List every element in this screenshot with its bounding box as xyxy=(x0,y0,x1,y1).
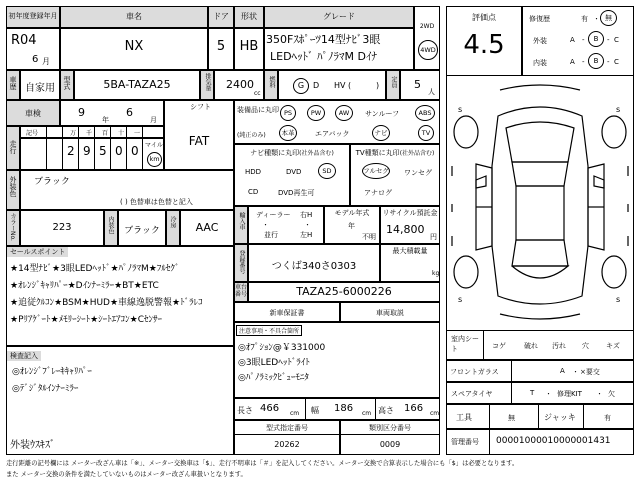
grade-line-2: LEDﾍｯﾄﾞ ﾊﾟﾉﾗﾏM Dｲﾅ xyxy=(270,50,378,63)
body-label: 形状 xyxy=(241,12,257,21)
fuel-paren-open: ( xyxy=(348,81,352,90)
mileage-head-note: 記号 xyxy=(26,130,39,137)
grade-sep: - xyxy=(607,58,610,66)
dim-height: 166 xyxy=(404,403,424,414)
mileage-divider xyxy=(110,126,111,170)
sales-point-line: ★14型ﾅﾋﾞ★3眼LEDﾍｯﾄﾞ★ﾊﾟﾉﾗﾏM★ﾌﾙｾｸﾞ xyxy=(10,264,180,274)
mileage-digit: 0 xyxy=(115,144,123,158)
inspector-note-line: ◎ﾃﾞｼﾞﾀﾙｲﾝﾅｰﾐﾗｰ xyxy=(12,384,79,394)
sales-point-line: ★ｵﾚﾝｼﾞｷｬﾘﾊﾟｰ★Dｲﾝﾅｰﾐﾗｰ★BT★ETC xyxy=(10,281,159,291)
repair-no: 無 xyxy=(605,13,612,22)
name-label: 車名 xyxy=(126,12,142,21)
type-designation-value: 20262 xyxy=(274,440,300,449)
mileage-divider xyxy=(46,126,47,170)
footer-note-2: また メーター交換の条件を満たしていないものはメーター改ざん車扱いとなります。 xyxy=(6,471,247,478)
exterior-label: 外装色 xyxy=(9,176,17,197)
usage-label: 車歴 xyxy=(9,76,17,90)
recycle-label: リサイクル預託金 xyxy=(382,209,438,217)
door-label: ドア xyxy=(213,12,229,21)
inspection-year: 9 xyxy=(78,106,85,119)
color-code: 223 xyxy=(52,222,72,233)
ac: AAC xyxy=(195,221,219,234)
interior-grade-b-circle xyxy=(588,53,604,69)
class-label: 類別区分番号 xyxy=(369,424,411,432)
diagram-mark: s xyxy=(616,295,621,304)
exterior-grade-b-circle xyxy=(588,31,604,47)
import-label: 輸入車 xyxy=(238,212,245,230)
registration-number: つくば340さ0303 xyxy=(271,261,357,272)
interior: ブラック xyxy=(124,226,160,236)
repair-label: 修復歴 xyxy=(529,15,550,23)
navi-item: CD xyxy=(248,188,259,196)
equipment-item: ABS xyxy=(415,105,435,121)
tv-title-text: TV種類に丸印 xyxy=(355,149,400,157)
mileage-digit: 9 xyxy=(83,144,91,158)
grade-b: B xyxy=(593,34,599,43)
mileage-divider xyxy=(142,126,143,170)
mileage-head-1000: 千 xyxy=(86,130,93,137)
diagram-mark: s xyxy=(458,295,463,304)
drive-2wd: 2WD xyxy=(419,23,435,30)
doors: 5 xyxy=(216,39,226,54)
seats: 5 xyxy=(414,78,421,91)
dim-width: 186 xyxy=(334,403,354,414)
import-parallel: 並行 xyxy=(264,231,278,239)
grade-c: C xyxy=(614,58,619,66)
interior-sheet-label: 室内シート xyxy=(451,335,479,353)
ac-label: 冷房 xyxy=(169,216,176,228)
dim-unit: cm xyxy=(290,410,300,417)
equipment-item: 本革 xyxy=(279,125,297,141)
fuel-g-circle xyxy=(293,78,309,94)
equipment-item: TV xyxy=(418,125,434,141)
shift-label: シフト xyxy=(190,103,211,111)
spare-tire-sep: ・ xyxy=(545,390,552,398)
recycle-amount: 14,800 xyxy=(386,223,425,236)
warranty-new-car: 新車保証書 xyxy=(269,309,305,317)
jack-label: ジャッキ xyxy=(544,413,576,422)
tv-item: ワンセグ xyxy=(404,169,432,177)
model-year-unknown: 不明 xyxy=(362,233,376,241)
repair-yes: 有 xyxy=(581,15,588,23)
equipment-item: サンルーフ xyxy=(365,110,400,118)
inspection-month-unit: 月 xyxy=(150,116,157,124)
dim-height-label: 高さ xyxy=(378,406,394,415)
model-label: 型式 xyxy=(63,76,71,90)
dim-width-label: 幅 xyxy=(311,406,319,415)
grade-label: グレード xyxy=(323,12,355,21)
tools-value: 無 xyxy=(508,414,515,422)
drive-4wd: 4WD xyxy=(420,45,436,54)
dim-length-label: 長さ xyxy=(237,406,253,415)
usage: 自家用 xyxy=(25,83,55,94)
chassis-number: TAZA25-6000226 xyxy=(296,285,392,298)
interior-label: 内装色 xyxy=(107,216,114,234)
shift-value: FAT xyxy=(188,134,210,148)
grade-line-1: 350Fｽﾎﾟｰﾂ14型ﾅﾋﾞ3眼 xyxy=(266,33,381,46)
caution-line: ◎ﾊﾟﾉﾗﾐｯｸﾋﾞｭｰﾓﾆﾀ xyxy=(238,373,309,383)
navi-title-text: ナビ種類に丸印 xyxy=(250,149,300,157)
inspection-label: 車検 xyxy=(25,109,41,118)
import-handle-r: 右H xyxy=(300,211,313,219)
car-damage-diagram xyxy=(446,76,634,328)
sales-points-label: セールスポイント xyxy=(7,247,68,257)
repair-no-circle xyxy=(600,10,617,26)
tv-title xyxy=(350,148,440,158)
navi-title-note: (社外品含む) xyxy=(299,150,334,157)
mileage-divider xyxy=(94,126,95,170)
grade-sep: - xyxy=(582,58,585,66)
tv-item: アナログ xyxy=(364,189,392,197)
spare-tire-sep: ・ xyxy=(596,390,603,398)
disp-label: 排気量 xyxy=(204,73,211,91)
interior-sheet-item: 汚れ xyxy=(552,342,566,350)
mileage-head-100: 百 xyxy=(102,130,109,137)
repair-sep: ・ xyxy=(593,15,600,23)
sales-point-line: ★追従ｸﾙｺﾝ★BSM★HUD★車線逸脱警報★ﾄﾞﾗﾚｺ xyxy=(10,298,203,308)
mileage-head-10: 十 xyxy=(118,130,125,137)
sales-point-line: ★Pﾘｱｹﾞｰﾄ★ﾒﾓﾘｰｼｰﾄ★ｼｰﾄｴｱｺﾝ★Cｾﾝｻｰ xyxy=(10,315,162,325)
spare-tire-label: スペアタイヤ xyxy=(451,390,493,398)
color-code-label: カラーNo. xyxy=(9,213,16,241)
windshield-item: ×要交 xyxy=(580,368,600,376)
interior-sheet-item: 破れ xyxy=(524,342,538,350)
dim-length: 466 xyxy=(260,403,280,414)
registration-label: 登録番号 xyxy=(238,250,245,274)
mileage-divider xyxy=(62,126,63,170)
equipment-sublabel: (純正のみ) xyxy=(237,132,266,139)
drive-4wd-circle xyxy=(418,40,438,60)
footer-note-1: 走行距離の記号欄には メーター改ざん車は「※」、メーター交換車は「$」、走行不明車は「＃」を記入してください。メーター交換で合算表示した場合にも「$」は必要となります。 xyxy=(6,460,519,467)
disp: 2400 xyxy=(226,78,254,91)
reg-month-unit: 月 xyxy=(42,57,50,66)
reg-month: 6 xyxy=(32,54,39,65)
mileage-label: 走行 xyxy=(9,140,17,154)
load-label: 最大積載量 xyxy=(392,247,428,255)
class-value: 0009 xyxy=(379,440,401,449)
diagram-mark: s xyxy=(458,105,463,114)
windshield-label: フロントガラス xyxy=(450,368,499,376)
load-unit: kg xyxy=(432,270,440,277)
fuel-d: D xyxy=(313,81,320,90)
windshield-sep: ・ xyxy=(572,368,579,376)
grade-sep: - xyxy=(607,36,610,44)
fuel-g: G xyxy=(297,81,305,90)
fuel-hv: HV xyxy=(334,81,346,90)
seats-label: 定員 xyxy=(390,76,397,88)
dim-divider xyxy=(375,398,376,420)
recycle-unit: 円 xyxy=(430,233,437,241)
equipment-item: AW xyxy=(335,105,353,121)
inspection-month: 6 xyxy=(126,106,133,119)
dim-divider xyxy=(305,398,306,420)
exterior-color: ブラック xyxy=(34,177,70,187)
mileage-digit: 5 xyxy=(99,144,107,158)
spare-tire-item: T xyxy=(530,389,535,397)
seats-unit: 人 xyxy=(428,88,435,96)
drive-cell xyxy=(414,6,440,70)
import-handle-l: 左H xyxy=(300,231,313,239)
interior-sheet-item: 穴 xyxy=(582,342,589,350)
mileage-digit: 0 xyxy=(131,144,139,158)
grade-a: A xyxy=(570,36,575,44)
grade-a: A xyxy=(570,58,575,66)
grade-c: C xyxy=(614,36,619,44)
warranty-manual: 車両取説 xyxy=(376,309,404,317)
mileage-divider xyxy=(126,126,127,170)
reg-era: R04 xyxy=(11,33,37,48)
caution-line: ◎3眼LEDﾍｯﾄﾞﾗｲﾄ xyxy=(238,358,310,368)
grade-sep: - xyxy=(582,36,585,44)
windshield-item: A xyxy=(560,367,565,375)
mileage-head-1: 一 xyxy=(134,130,141,137)
rating-label: 評価点 xyxy=(472,13,496,22)
disp-unit: cc xyxy=(254,90,261,97)
grade-b: B xyxy=(593,56,599,65)
inspector-note-line: ◎ｵﾚﾝｼﾞﾌﾞﾚｰｷｷｬﾘﾊﾟｰ xyxy=(12,367,92,377)
mileage-unit-km-circle xyxy=(147,152,162,167)
body-type: HB xyxy=(239,39,259,54)
bottom-note: 外装ｳｽｷｽﾞ xyxy=(10,440,55,451)
exterior-grade-label: 外装 xyxy=(533,37,547,45)
navi-item: DVD xyxy=(286,168,302,176)
equipment-item: PS xyxy=(280,105,296,121)
mileage-head-10k: 万 xyxy=(70,130,77,137)
exterior-note: ( ) 色替車は色替と記入 xyxy=(120,198,193,206)
equipment-item: エアバック xyxy=(315,130,350,138)
model-year-label: モデル年式 xyxy=(334,209,370,217)
navi-item: HDD xyxy=(245,168,262,176)
fuel-paren-close: ) xyxy=(376,81,380,90)
spare-tire-item: 修理KIT xyxy=(557,390,582,398)
navi-item-circle xyxy=(318,163,336,179)
dim-unit: cm xyxy=(362,410,372,417)
mileage-unit-km: km xyxy=(149,155,160,164)
navi-item: SD xyxy=(322,166,332,175)
mileage-digit: 2 xyxy=(67,144,75,158)
type-designation-label: 型式指定番号 xyxy=(266,424,308,432)
caution-label: 注意事項・不具合箇所 xyxy=(236,325,302,336)
equipment-item: PW xyxy=(307,105,325,121)
import-dot: ・ xyxy=(304,221,311,229)
mileage-divider xyxy=(78,126,79,170)
tv-title-note: (社外品含む) xyxy=(399,150,435,157)
tools-label: 工具 xyxy=(456,413,472,422)
fuel-label: 燃料 xyxy=(268,76,275,88)
jack-value: 有 xyxy=(604,414,611,422)
control-label: 管理番号 xyxy=(451,438,479,446)
navi-item: DVD再生可 xyxy=(278,189,315,197)
inspector-notes-label: 検査記入 xyxy=(7,351,41,361)
car-name: NX xyxy=(124,39,144,54)
model-year-unit: 年 xyxy=(348,222,355,230)
tv-item-circle xyxy=(362,163,390,179)
import-dot: ・ xyxy=(262,221,269,229)
control-number: 00001000010000001431 xyxy=(496,436,611,446)
equipment-item: ナビ xyxy=(372,125,390,141)
import-dealer: ディーラー xyxy=(256,211,291,219)
dim-unit: cm xyxy=(430,410,440,417)
rating-value: 4.5 xyxy=(463,30,505,60)
inspection-cell xyxy=(60,100,164,126)
spare-tire-item: 欠 xyxy=(608,390,615,398)
interior-sheet-item: キズ xyxy=(606,342,620,350)
inspection-year-unit: 年 xyxy=(102,116,109,124)
tv-item: フルセグ xyxy=(363,166,389,175)
mileage-unit-mile: マイル xyxy=(145,142,163,149)
diagram-mark: s xyxy=(616,105,621,114)
interior-sheet-item: コゲ xyxy=(492,342,506,350)
navi-title xyxy=(234,148,350,158)
model: 5BA-TAZA25 xyxy=(103,78,171,91)
caution-line: ◎ｵﾌﾟｼｮﾝ@￥331000 xyxy=(238,343,326,353)
reg-label: 初年度登録年月 xyxy=(8,12,58,20)
interior-grade-label: 内装 xyxy=(533,59,547,67)
chassis-label: 車台番号 xyxy=(235,284,248,298)
equipment-label: 装備品に丸印 xyxy=(237,106,279,114)
